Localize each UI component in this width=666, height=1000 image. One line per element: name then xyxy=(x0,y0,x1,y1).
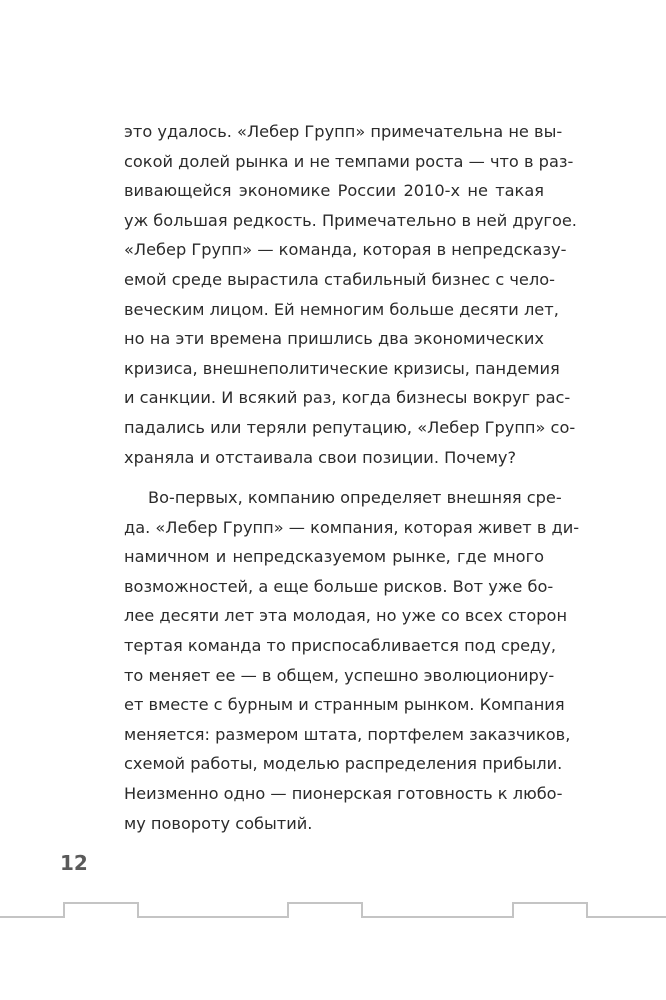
text-line: тертая команда то приспосабливается под среду, xyxy=(124,635,556,655)
text-line: лее десяти лет эта молодая, но уже со всех сторон xyxy=(124,606,568,626)
text-line: схемой работы, моделью распределения прибыли. xyxy=(124,754,563,774)
text-line: вивающейся экономике России 2010-х не такая xyxy=(124,181,544,201)
paragraph-2 xyxy=(124,483,580,838)
text-line: намичном и непредсказуемом рынке, где много xyxy=(124,547,544,567)
text-line: Во-первых, компанию определяет внешняя сре- xyxy=(148,488,562,507)
text-line: уж большая редкость. Примечательно в ней другое. xyxy=(124,210,577,230)
text-line: падались или теряли репутацию, «Лебер Групп» со- xyxy=(124,417,576,437)
text-line: да. «Лебер Групп» — компания, которая живет в ди- xyxy=(124,517,580,537)
paragraph-1 xyxy=(124,117,577,472)
text-line: но на эти времена пришлись два экономических xyxy=(124,329,544,349)
text-line: веческим лицом. Ей немногим больше десяти лет, xyxy=(124,299,559,319)
footer-decoration xyxy=(0,900,666,940)
text-line: «Лебер Групп» — команда, которая в непредсказу- xyxy=(124,240,567,260)
text-line: и санкции. И всякий раз, когда бизнесы вокруг рас- xyxy=(124,388,571,408)
text-line: Неизменно одно — пионерская готовность к любо- xyxy=(124,783,563,803)
text-line: емой среде вырастила стабильный бизнес с чело- xyxy=(124,269,555,289)
text-line: возможностей, а еще больше рисков. Вот уже бо- xyxy=(124,576,554,596)
text-line: сокой долей рынка и не темпами роста — что в раз- xyxy=(124,151,574,171)
text-line: кризиса, внешнеполитические кризисы, пандемия xyxy=(124,358,560,378)
text-line: меняется: размером штата, портфелем заказчиков, xyxy=(124,724,571,744)
page-number: 12 xyxy=(60,851,88,875)
text-line: то меняет ее — в общем, успешно эволюциониру- xyxy=(124,665,555,685)
text-line: это удалось. «Лебер Групп» примечательна не вы- xyxy=(124,122,563,141)
text-line: храняла и отстаивала свои позиции. Почему? xyxy=(124,447,517,467)
text-line: ет вместе с бурным и странным рынком. Компания xyxy=(124,695,565,715)
text-line: му повороту событий. xyxy=(124,813,313,833)
